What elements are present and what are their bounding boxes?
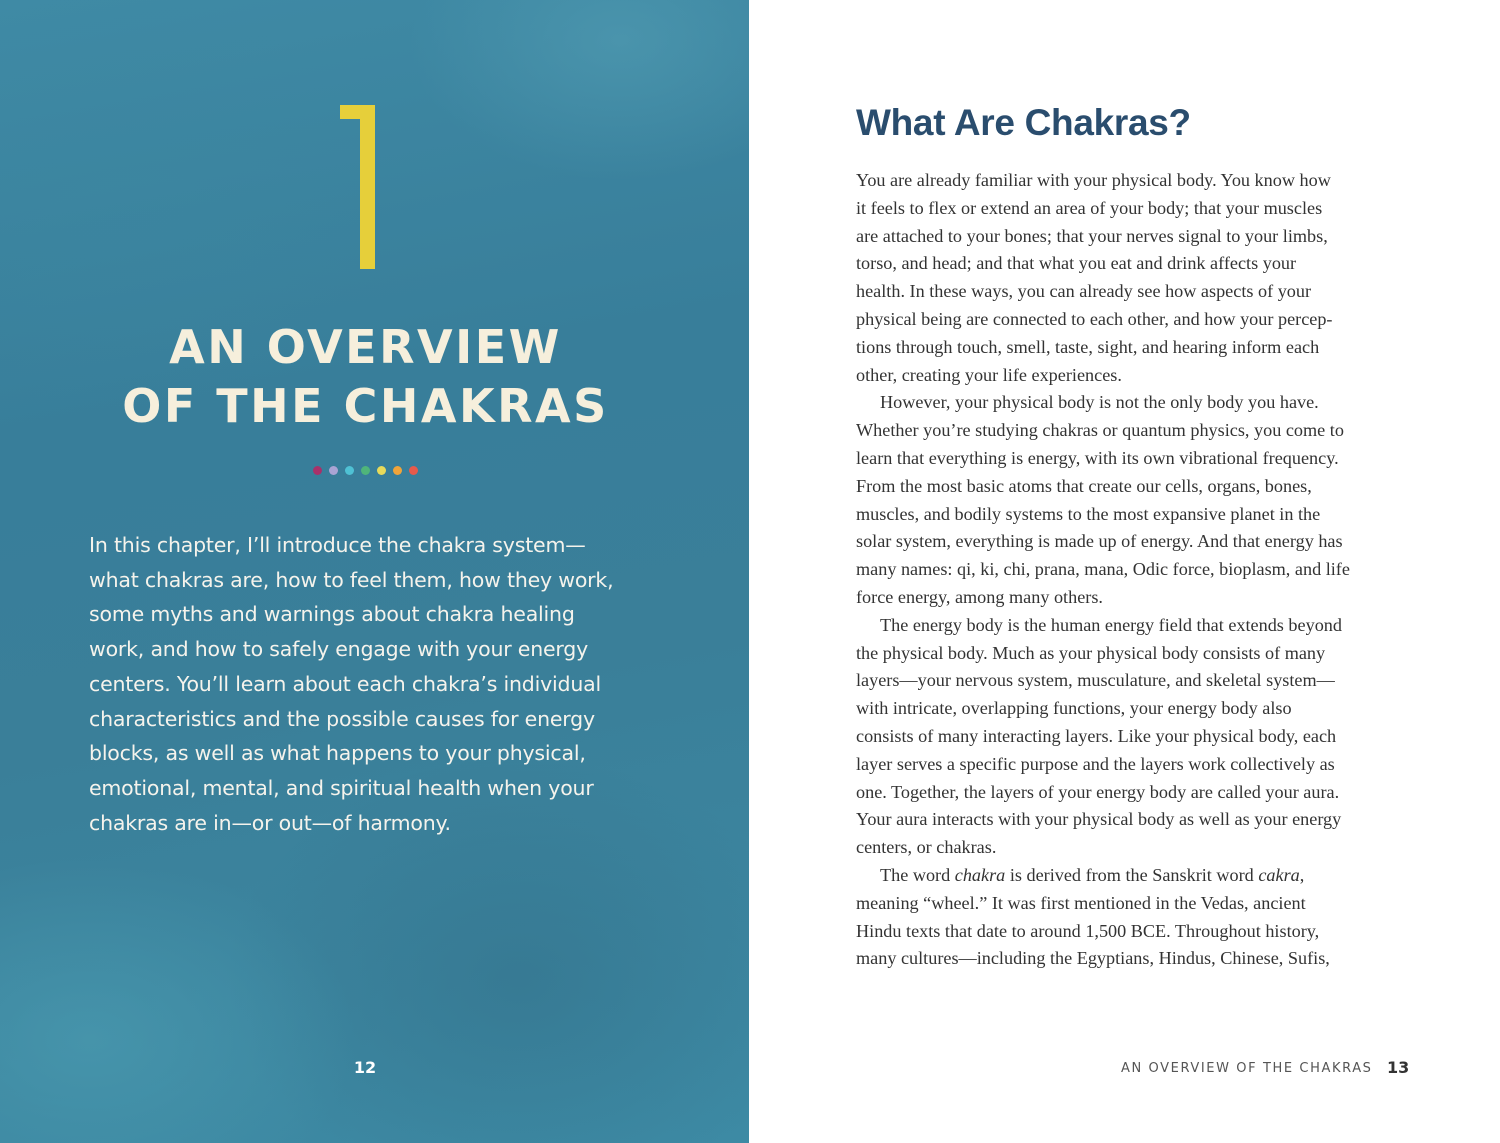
chapter-title-line: AN OVERVIEW bbox=[169, 320, 562, 374]
body-line: From the most basic atoms that create our cells, organs, bones, bbox=[856, 475, 1312, 496]
left-page-chapter-opener bbox=[0, 0, 749, 1143]
body-line: However, your physical body is not the only body you have. bbox=[880, 392, 1319, 413]
page-number-left: 12 bbox=[353, 1058, 377, 1077]
text-run: is derived from the Sanskrit word bbox=[1005, 864, 1259, 885]
body-line: many names: qi, ki, chi, prana, mana, Odic force, bioplasm, and life bbox=[856, 559, 1350, 580]
body-line bbox=[856, 862, 1416, 890]
body-line: learn that everything is energy, with its own vibrational frequency. bbox=[856, 447, 1339, 468]
chapter-title bbox=[0, 318, 731, 436]
italic-term-cakra: cakra bbox=[1258, 864, 1300, 885]
intro-line: blocks, as well as what happens to your physical, bbox=[89, 741, 586, 766]
body-line: other, creating your life experiences. bbox=[856, 364, 1122, 385]
italic-term-chakra: chakra bbox=[954, 864, 1006, 885]
page-number-right: 13 bbox=[1387, 1058, 1410, 1077]
body-line: with intricate, overlapping functions, your energy body also bbox=[856, 698, 1292, 719]
intro-line: some myths and warnings about chakra healing bbox=[89, 602, 575, 627]
body-line: Hindu texts that date to around 1,500 BCE. Throughout history, bbox=[856, 920, 1320, 941]
body-line: torso, and head; and that what you eat and drink affects your bbox=[856, 253, 1297, 274]
chakra-dot-sacral-icon bbox=[393, 466, 402, 475]
chapter-number-stem bbox=[360, 105, 375, 269]
body-line: centers, or chakras. bbox=[856, 837, 997, 858]
right-page-body bbox=[749, 0, 1500, 1143]
intro-line: work, and how to safely engage with your energy bbox=[89, 637, 589, 662]
intro-line: characteristics and the possible causes for energy bbox=[89, 706, 595, 731]
intro-line: centers. You’ll learn about each chakra’s individual bbox=[89, 671, 601, 696]
running-head: AN OVERVIEW OF THE CHAKRAS bbox=[1121, 1061, 1373, 1076]
chapter-number-one bbox=[340, 105, 376, 269]
intro-line: In this chapter, I’ll introduce the chakra system— bbox=[89, 533, 586, 557]
body-line: many cultures—including the Egyptians, Hindus, Chinese, Sufis, bbox=[856, 948, 1330, 969]
section-heading: What Are Chakras? bbox=[856, 102, 1191, 143]
body-line: are attached to your bones; that your nerves signal to your limbs, bbox=[856, 225, 1328, 246]
body-line: solar system, everything is made up of energy. And that energy has bbox=[856, 531, 1343, 552]
chapter-title-line: OF THE CHAKRAS bbox=[122, 379, 609, 433]
body-line: meaning “wheel.” It was first mentioned in the Vedas, ancient bbox=[856, 892, 1306, 913]
body-line: muscles, and bodily systems to the most expansive planet in the bbox=[856, 503, 1321, 524]
body-line: Your aura interacts with your physical body as well as your energy bbox=[856, 809, 1342, 830]
body-line: force energy, among many others. bbox=[856, 586, 1103, 607]
body-line: physical being are connected to each other, and how your percep- bbox=[856, 308, 1333, 329]
intro-line: chakras are in—or out—of harmony. bbox=[89, 810, 451, 835]
body-line: it feels to flex or extend an area of your body; that your muscles bbox=[856, 197, 1323, 218]
text-run: , bbox=[1299, 864, 1305, 885]
chakra-dot-third-eye-icon bbox=[329, 466, 338, 475]
chakra-dot-heart-icon bbox=[361, 466, 370, 475]
body-line: consists of many interacting layers. Like your physical body, each bbox=[856, 725, 1337, 746]
text-run: The word bbox=[880, 864, 955, 885]
body-line: The energy body is the human energy field that extends beyond bbox=[880, 614, 1342, 635]
chakra-dot-throat-icon bbox=[345, 466, 354, 475]
intro-line: what chakras are, how to feel them, how they work, bbox=[89, 567, 614, 592]
chakra-dot-solar-plexus-icon bbox=[377, 466, 386, 475]
body-line: layers—your nervous system, musculature, and skeletal system— bbox=[856, 670, 1335, 691]
body-line: tions through touch, smell, taste, sight, and hearing inform each bbox=[856, 336, 1320, 357]
body-line: one. Together, the layers of your energy body are called your aura. bbox=[856, 781, 1340, 802]
body-line: Whether you’re studying chakras or quantum physics, you come to bbox=[856, 420, 1344, 441]
body-text bbox=[856, 167, 1416, 973]
body-line: layer serves a specific purpose and the layers work collectively as bbox=[856, 753, 1335, 774]
body-line: the physical body. Much as your physical body consists of many bbox=[856, 642, 1326, 663]
intro-line: emotional, mental, and spiritual health when your bbox=[89, 775, 594, 800]
chapter-intro bbox=[89, 528, 649, 840]
chakra-color-dots bbox=[313, 466, 418, 475]
chakra-dot-root-icon bbox=[409, 466, 418, 475]
body-line: You are already familiar with your physical body. You know how bbox=[856, 170, 1331, 190]
body-line: health. In these ways, you can already see how aspects of your bbox=[856, 281, 1312, 302]
chakra-dot-crown-icon bbox=[313, 466, 322, 475]
